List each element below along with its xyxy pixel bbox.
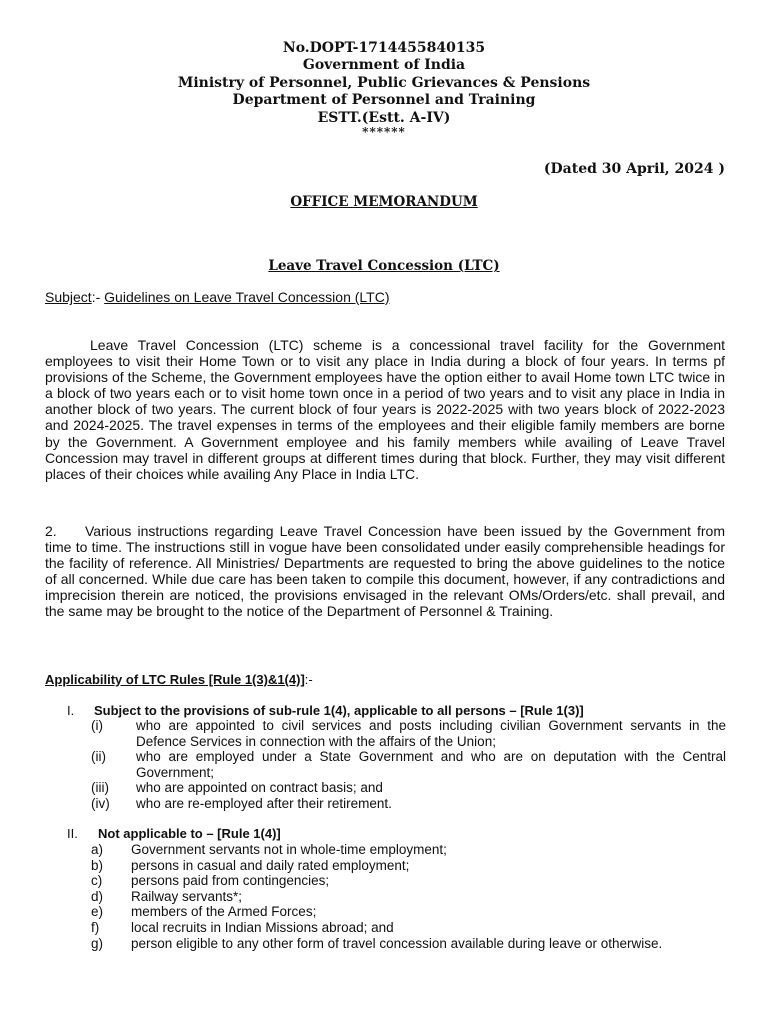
office-memorandum-title: OFFICE MEMORANDUM bbox=[290, 194, 478, 210]
ltc-title: Leave Travel Concession (LTC) bbox=[268, 258, 500, 274]
list-item-marker: e) bbox=[91, 904, 104, 920]
list-item-marker: (iv) bbox=[91, 795, 110, 811]
section-1-heading bbox=[67, 703, 584, 718]
document-number: No.DOPT-1714455840135 bbox=[282, 40, 486, 56]
list-item bbox=[91, 889, 726, 905]
applicability-heading bbox=[45, 672, 313, 687]
list-item-marker: (i) bbox=[91, 718, 103, 733]
section-2-heading bbox=[67, 826, 281, 841]
list-item bbox=[91, 780, 726, 796]
subject-label: Subject bbox=[45, 289, 92, 305]
list-item-text: who are employed under a State Government and who are on deputation with the Central Government; bbox=[136, 749, 726, 780]
paragraph-2-number: 2. bbox=[45, 523, 57, 539]
section-2-numeral: II. bbox=[67, 826, 78, 841]
list-item-marker: f) bbox=[91, 919, 100, 935]
list-item-marker: g) bbox=[91, 935, 104, 951]
list-item-text: members of the Armed Forces; bbox=[131, 904, 317, 920]
date-line: (Dated 30 April, 2024 ) bbox=[543, 161, 725, 177]
section-1-heading-text: Subject to the provisions of sub-rule 1(4), applicable to all persons – [Rule 1(3)] bbox=[94, 703, 584, 718]
list-item-text: Railway servants*; bbox=[131, 888, 243, 904]
list-item-marker: (ii) bbox=[91, 749, 106, 765]
list-item bbox=[91, 842, 726, 858]
subject-separator: :- bbox=[91, 289, 105, 305]
applicability-heading-suffix: :- bbox=[304, 672, 313, 687]
list-item bbox=[91, 873, 726, 889]
list-item bbox=[91, 904, 726, 920]
list-item-marker: b) bbox=[91, 857, 104, 873]
list-item-text: persons in casual and daily rated employment; bbox=[131, 857, 410, 873]
department-name: Department of Personnel and Training bbox=[232, 92, 536, 109]
section-1-numeral: I. bbox=[67, 703, 75, 718]
list-item-marker: d) bbox=[91, 888, 104, 904]
section-2-heading-text: Not applicable to – [Rule 1(4)] bbox=[98, 826, 281, 841]
separator-stars: ****** bbox=[362, 125, 406, 140]
list-item bbox=[91, 718, 726, 749]
subject-line bbox=[45, 289, 389, 305]
list-item-text: Government servants not in whole-time employment; bbox=[131, 842, 447, 857]
paragraph-1-text: Leave Travel Concession (LTC) scheme is a concessional travel facility for the Government employees to visit their Home Town or to visit any place in India during a block of four years. In terms pf provisions of the Scheme, the Government employees have the option either to avail Home town LTC twice in a block of two years each or to visit home town once in a period of two years and to visit any place in India in another block of two years. The current block of four years is 2022-2025 with two years block of 2022-2023 and 2024-2025. The travel expenses in terms of the employees and their eligible family members are borne by the Government. A Government employee and his family members while availing of Leave Travel Concession may travel in different groups at different times during that block. Further, they may visit different places of their choices while availing Any Place in India LTC. bbox=[45, 337, 725, 482]
paragraph-1 bbox=[45, 337, 725, 482]
section-1-list bbox=[91, 718, 726, 812]
document-header bbox=[0, 40, 768, 140]
section-name: ESTT.(Estt. A-IV) bbox=[317, 109, 451, 126]
ministry-name: Ministry of Personnel, Public Grievances & Pensions bbox=[177, 74, 591, 91]
section-2-list bbox=[91, 842, 726, 951]
list-item bbox=[91, 749, 726, 780]
list-item bbox=[91, 796, 726, 812]
government-name: Government of India bbox=[302, 57, 466, 74]
list-item-text: persons paid from contingencies; bbox=[131, 873, 330, 889]
list-item-text: local recruits in Indian Missions abroad; and bbox=[131, 919, 394, 935]
list-item-marker: c) bbox=[91, 873, 103, 889]
list-item-text: person eligible to any other form of travel concession available during leave or otherwise. bbox=[131, 935, 663, 951]
list-item bbox=[91, 858, 726, 874]
list-item-marker: a) bbox=[91, 842, 104, 857]
list-item bbox=[91, 920, 726, 936]
list-item-text: who are appointed to civil services and posts including civilian Government servants in the Defence Services in connection with the affairs of the Union; bbox=[136, 718, 726, 749]
list-item-text: who are appointed on contract basis; and bbox=[136, 780, 383, 796]
list-item bbox=[91, 936, 726, 952]
paragraph-2 bbox=[45, 523, 725, 620]
subject-text: Guidelines on Leave Travel Concession (LTC) bbox=[104, 289, 390, 305]
list-item-marker: (iii) bbox=[91, 780, 109, 796]
paragraph-2-text: Various instructions regarding Leave Travel Concession have been issued by the Government from time to time. The instructions still in vogue have been consolidated under easily comprehensible headings for the facility of reference. All Ministries/ Departments are requested to bring the above guidelines to the notice of all concerned. While due care has been taken to compile this document, however, if any contradictions and imprecision therein are noticed, the provisions envisaged in the relevant OMs/Orders/etc. shall prevail, and the same may be brought to the notice of the Department of Personnel & Training. bbox=[45, 523, 725, 620]
applicability-heading-text: Applicability of LTC Rules [Rule 1(3)&1(4)] bbox=[45, 672, 305, 687]
list-item-text: who are re-employed after their retirement. bbox=[136, 795, 392, 811]
